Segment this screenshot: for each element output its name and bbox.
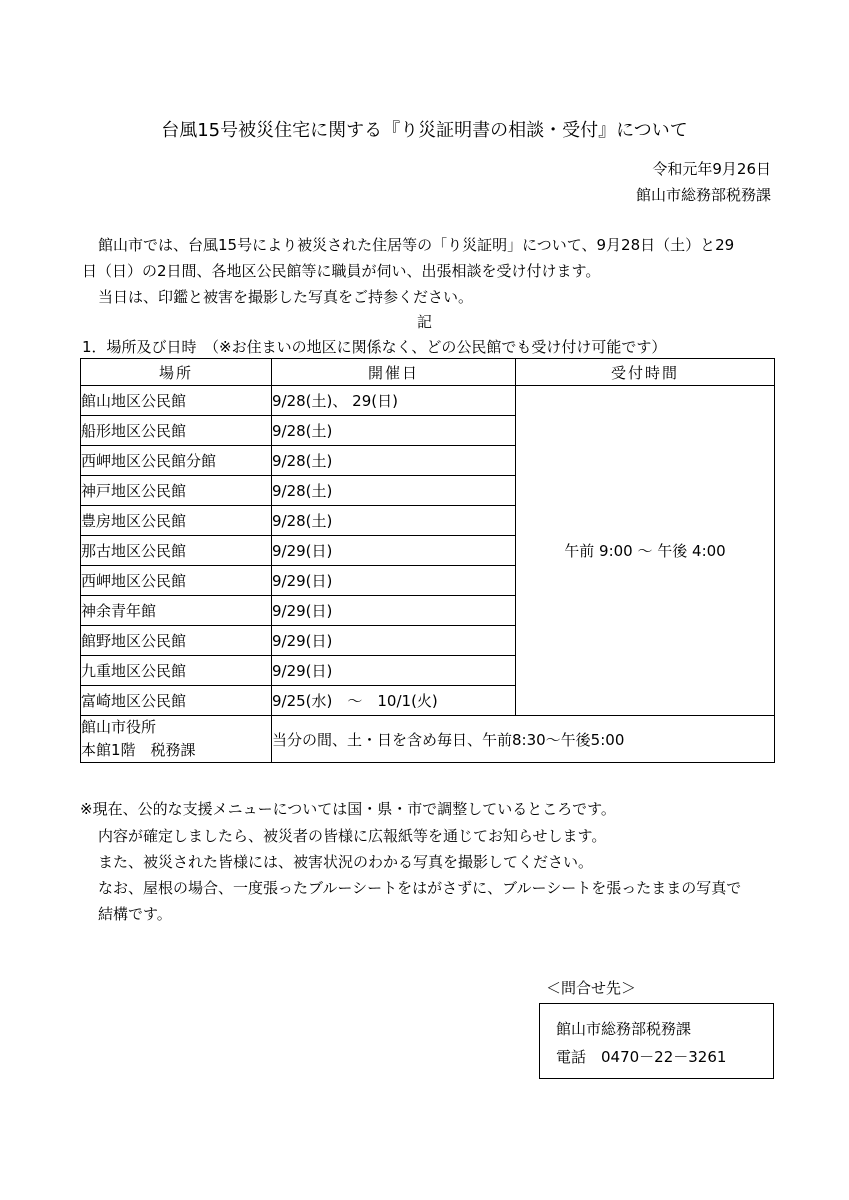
note-line-5: 結構です。 xyxy=(98,905,172,923)
issue-date: 令和元年9月26日 xyxy=(652,160,771,178)
intro-line-2: 日（日）の2日間、各地区公民館等に職員が伺い、出張相談を受け付けます。 xyxy=(82,262,601,280)
place-cell: 神戸地区公民館 xyxy=(81,476,272,506)
city-hall-place-cell xyxy=(81,716,272,763)
place-cell: 九重地区公民館 xyxy=(81,656,272,686)
header-place: 場所 xyxy=(81,359,272,386)
date-cell: 9/28(土) xyxy=(272,506,516,536)
note-line-2: 内容が確定しましたら、被災者の皆様に広報紙等を通じてお知らせします。 xyxy=(98,827,607,845)
place-cell: 西岬地区公民館 xyxy=(81,566,272,596)
place-cell: 富崎地区公民館 xyxy=(81,686,272,716)
city-hall-hours-note: 当分の間、土・日を含め毎日、午前8:30～午後5:00 xyxy=(272,716,775,763)
intro-line-1: 館山市では、台風15号により被災された住居等の「り災証明」について、9月28日（土）と29 xyxy=(98,236,735,254)
contact-heading: ＜問合せ先＞ xyxy=(546,979,637,997)
header-date: 開催日 xyxy=(272,359,516,386)
date-cell: 9/29(日) xyxy=(272,596,516,626)
issuing-department: 館山市総務部税務課 xyxy=(635,186,771,204)
note-line-3: また、被災された皆様には、被害状況のわかる写真を撮影してください。 xyxy=(98,853,594,871)
table-header-row xyxy=(81,359,775,386)
date-cell: 9/29(日) xyxy=(272,626,516,656)
schedule-table xyxy=(80,358,775,763)
contact-box xyxy=(539,1003,774,1079)
section-1-heading: 1．場所及び日時 （※お住まいの地区に関係なく、どの公民館でも受け付け可能です） xyxy=(82,338,667,356)
date-cell: 9/28(土) xyxy=(272,476,516,506)
city-hall-location: 本館1階 税務課 xyxy=(81,741,196,759)
table-row-city-hall xyxy=(81,716,775,763)
date-cell: 9/28(土) xyxy=(272,416,516,446)
place-cell: 豊房地区公民館 xyxy=(81,506,272,536)
place-cell: 館野地区公民館 xyxy=(81,626,272,656)
date-cell: 9/29(日) xyxy=(272,566,516,596)
place-cell: 船形地区公民館 xyxy=(81,416,272,446)
contact-department: 館山市総務部税務課 xyxy=(556,1020,692,1038)
date-cell: 9/25(水) ～ 10/1(火) xyxy=(272,686,516,716)
hours-cell: 午前 9:00 ～ 午後 4:00 xyxy=(516,386,775,716)
date-cell: 9/28(土)、 29(日) xyxy=(272,386,516,416)
place-cell: 館山地区公民館 xyxy=(81,386,272,416)
date-cell: 9/28(土) xyxy=(272,446,516,476)
city-hall-name: 館山市役所 xyxy=(81,718,157,736)
intro-line-3: 当日は、印鑑と被害を撮影した写真をご持参ください。 xyxy=(98,288,474,306)
page-title: 台風15号被災住宅に関する『り災証明書の相談・受付』について xyxy=(161,120,688,141)
date-cell: 9/29(日) xyxy=(272,536,516,566)
date-cell: 9/29(日) xyxy=(272,656,516,686)
contact-phone: 電話 0470－22－3261 xyxy=(556,1048,727,1066)
place-cell: 西岬地区公民館分館 xyxy=(81,446,272,476)
note-line-4: なお、屋根の場合、一度張ったブルーシートをはがさずに、ブルーシートを張ったままの写真で xyxy=(98,879,742,897)
place-cell: 那古地区公民館 xyxy=(81,536,272,566)
place-cell: 神余青年館 xyxy=(81,596,272,626)
header-hours: 受付時間 xyxy=(516,359,775,386)
ki-heading: 記 xyxy=(416,313,432,331)
table-row xyxy=(81,386,775,416)
note-line-1: ※現在、公的な支援メニューについては国・県・市で調整しているところです。 xyxy=(80,800,616,818)
